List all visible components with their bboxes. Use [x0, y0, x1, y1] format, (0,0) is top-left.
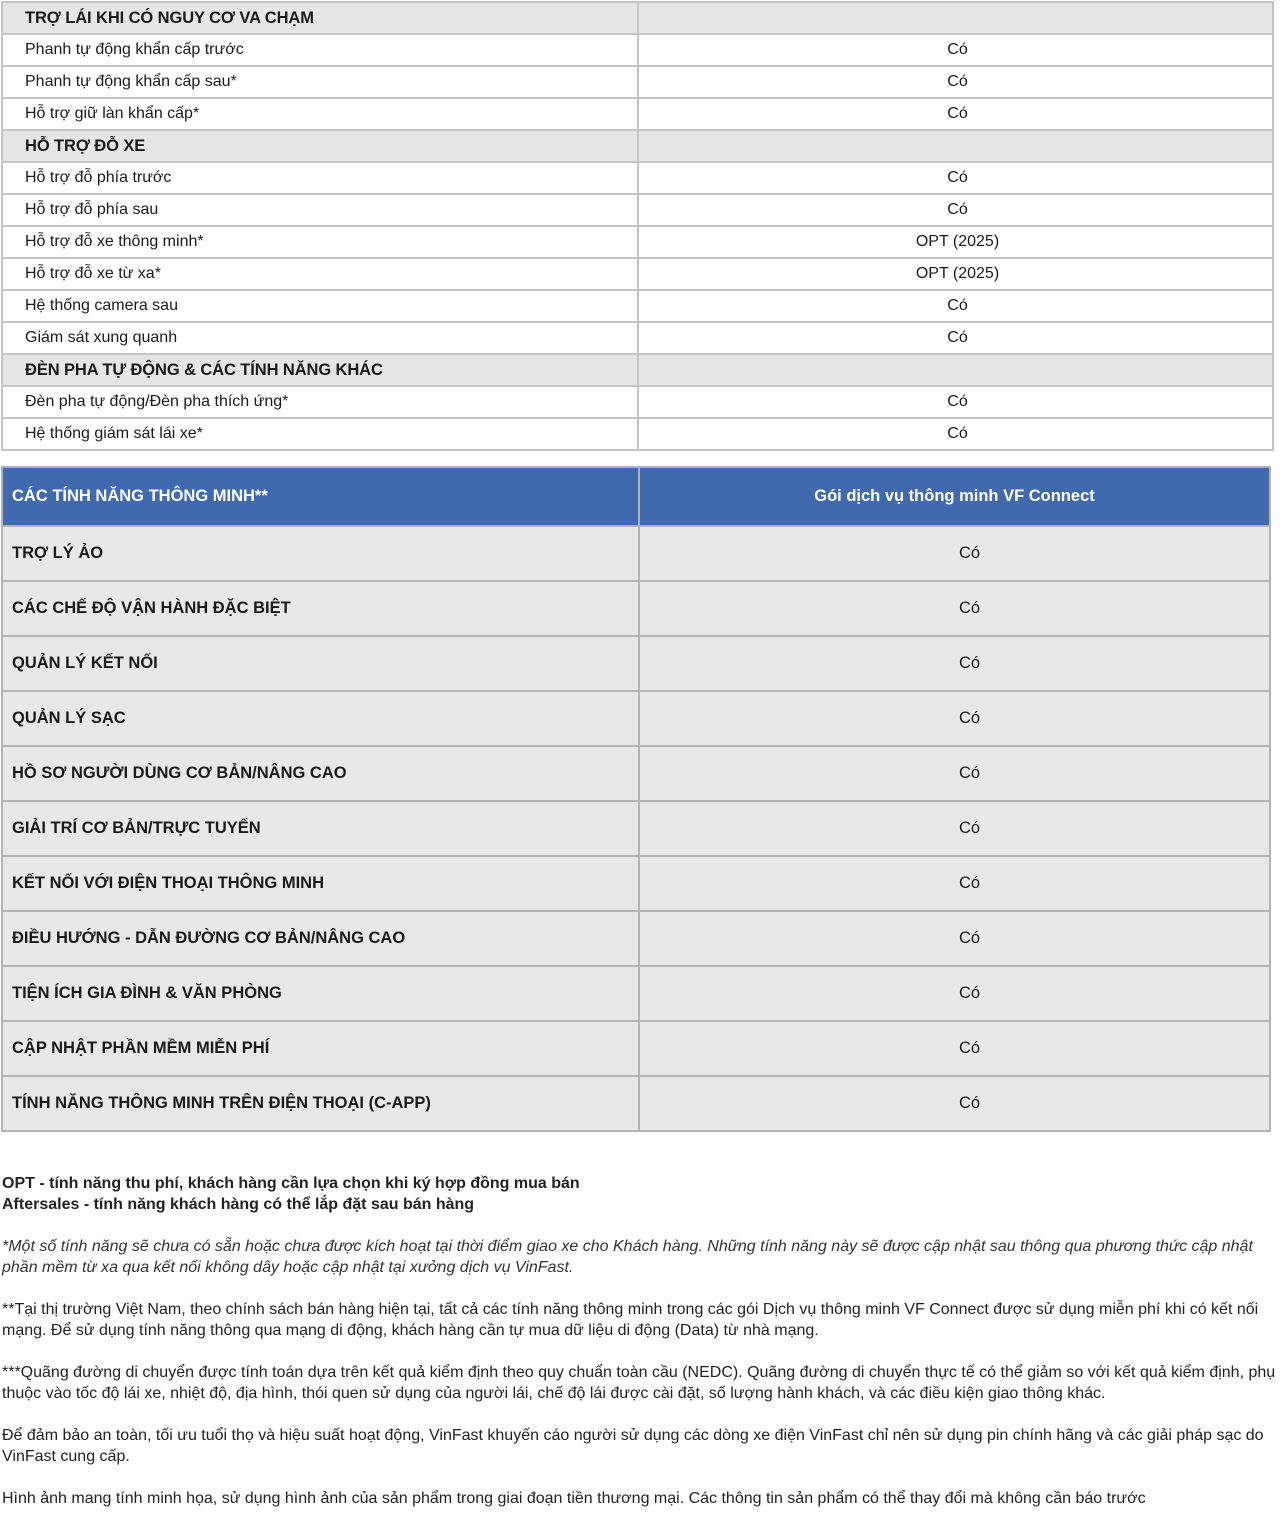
feature-label: Phanh tự động khẩn cấp sau*	[2, 66, 638, 98]
feature-value: Có	[639, 856, 1270, 911]
footnotes	[2, 1173, 1278, 1509]
table-row	[2, 258, 1273, 290]
feature-value: Có	[639, 746, 1270, 801]
table-row	[2, 66, 1273, 98]
feature-label: TRỢ LÝ ẢO	[2, 526, 639, 581]
footnote-activation: *Một số tính năng sẽ chưa có sẵn hoặc chưa được kích hoạt tại thời điểm giao xe cho Khách hàng. Những tính năng này sẽ được cập nhật sau thông qua phương thức cập nhật phần mềm từ xa qua kết nối không dây hoặc cập nhật tại xưởng dịch vụ VinFast.	[2, 1238, 1253, 1276]
feature-label: GIẢI TRÍ CƠ BẢN/TRỰC TUYẾN	[2, 801, 639, 856]
feature-label: Hỗ trợ đỗ phía trước	[2, 162, 638, 194]
feature-value: Có	[638, 322, 1273, 354]
header-value: Gói dịch vụ thông minh VF Connect	[639, 467, 1270, 526]
section-value	[638, 354, 1273, 386]
table-row	[2, 290, 1273, 322]
feature-label: KẾT NỐI VỚI ĐIỆN THOẠI THÔNG MINH	[2, 856, 639, 911]
feature-label: QUẢN LÝ KẾT NỐI	[2, 636, 639, 691]
feature-label: Hỗ trợ đỗ xe thông minh*	[2, 226, 638, 258]
table-row	[2, 34, 1273, 66]
feature-value: Có	[638, 418, 1273, 450]
feature-label: TÍNH NĂNG THÔNG MINH TRÊN ĐIỆN THOẠI (C-APP)	[2, 1076, 639, 1131]
table-row	[2, 636, 1270, 691]
feature-value: OPT (2025)	[638, 226, 1273, 258]
section-row	[2, 2, 1273, 34]
feature-label: Giám sát xung quanh	[2, 322, 638, 354]
feature-value: Có	[639, 966, 1270, 1021]
feature-value: Có	[639, 636, 1270, 691]
table-row	[2, 1076, 1270, 1131]
feature-label: Hỗ trợ đỗ phía sau	[2, 194, 638, 226]
feature-value: Có	[639, 691, 1270, 746]
feature-value: Có	[638, 66, 1273, 98]
table-row	[2, 801, 1270, 856]
table-row	[2, 226, 1273, 258]
footnote-battery: Để đảm bảo an toàn, tối ưu tuổi thọ và hiệu suất hoạt động, VinFast khuyến cáo người sử dụng các dòng xe điện VinFast chỉ nên sử dụng pin chính hãng và các giải pháp sạc do VinFast cung cấp.	[2, 1427, 1264, 1465]
footnote-illustration: Hình ảnh mang tính minh họa, sử dụng hình ảnh của sản phẩm trong giai đoạn tiền thương mại. Các thông tin sản phẩm có thể thay đổi mà không cần báo trước	[2, 1490, 1146, 1507]
feature-label: ĐIỀU HƯỚNG - DẪN ĐƯỜNG CƠ BẢN/NÂNG CAO	[2, 911, 639, 966]
safety-features-table	[1, 1, 1274, 451]
feature-value: Có	[638, 98, 1273, 130]
feature-value: Có	[639, 801, 1270, 856]
section-value	[638, 130, 1273, 162]
table-row	[2, 856, 1270, 911]
header-label: CÁC TÍNH NĂNG THÔNG MINH**	[2, 467, 639, 526]
feature-value: Có	[639, 1076, 1270, 1131]
aftersales-legend: Aftersales - tính năng khách hàng có thể lắp đặt sau bán hàng	[2, 1196, 475, 1213]
table-row	[2, 1021, 1270, 1076]
table-row	[2, 98, 1273, 130]
feature-value: Có	[639, 1021, 1270, 1076]
feature-label: CẬP NHẬT PHẦN MỀM MIỄN PHÍ	[2, 1021, 639, 1076]
feature-label: Hệ thống camera sau	[2, 290, 638, 322]
footnote-vf-connect: **Tại thị trường Việt Nam, theo chính sách bán hàng hiện tại, tất cả các tính năng thông minh trong các gói Dịch vụ thông minh VF Connect được sử dụng miễn phí khi có kết nối mạng. Để sử dụng tính năng thông qua mạng di động, khách hàng cần tự mua dữ liệu di động (Data) từ nhà mạng.	[2, 1301, 1259, 1339]
table-row	[2, 581, 1270, 636]
section-row	[2, 130, 1273, 162]
section-label: TRỢ LÁI KHI CÓ NGUY CƠ VA CHẠM	[2, 2, 638, 34]
section-label: HỖ TRỢ ĐỖ XE	[2, 130, 638, 162]
section-row	[2, 354, 1273, 386]
table-row	[2, 322, 1273, 354]
feature-label: Hỗ trợ đỗ xe từ xa*	[2, 258, 638, 290]
table-row	[2, 911, 1270, 966]
table-row	[2, 418, 1273, 450]
footnote-range: ***Quãng đường di chuyển được tính toán dựa trên kết quả kiểm định theo quy chuẩn toàn cầu (NEDC). Quãng đường di chuyển thực tế có thể giảm so với kết quả kiểm định, phụ thuộc vào tốc độ lái xe, nhiệt độ, địa hình, thói quen sử dụng của người lái, chế độ lái được cài đặt, số lượng hành khách, và các điều kiện giao thông khác.	[2, 1364, 1276, 1402]
table-row	[2, 691, 1270, 746]
feature-value: Có	[638, 290, 1273, 322]
section-value	[638, 2, 1273, 34]
table-row	[2, 162, 1273, 194]
feature-value: Có	[638, 194, 1273, 226]
feature-value: Có	[639, 911, 1270, 966]
table-row	[2, 966, 1270, 1021]
feature-value: OPT (2025)	[638, 258, 1273, 290]
feature-value: Có	[639, 581, 1270, 636]
feature-label: CÁC CHẾ ĐỘ VẬN HÀNH ĐẶC BIỆT	[2, 581, 639, 636]
table-header-row	[2, 467, 1270, 526]
opt-legend: OPT - tính năng thu phí, khách hàng cần lựa chọn khi ký hợp đồng mua bán	[2, 1175, 580, 1192]
section-label: ĐÈN PHA TỰ ĐỘNG & CÁC TÍNH NĂNG KHÁC	[2, 354, 638, 386]
table-row	[2, 194, 1273, 226]
table-row	[2, 746, 1270, 801]
feature-label: Phanh tự động khẩn cấp trước	[2, 34, 638, 66]
feature-label: Đèn pha tự động/Đèn pha thích ứng*	[2, 386, 638, 418]
table-row	[2, 386, 1273, 418]
feature-value: Có	[638, 162, 1273, 194]
feature-label: HỒ SƠ NGƯỜI DÙNG CƠ BẢN/NÂNG CAO	[2, 746, 639, 801]
feature-label: Hỗ trợ giữ làn khẩn cấp*	[2, 98, 638, 130]
feature-value: Có	[639, 526, 1270, 581]
smart-features-table	[1, 466, 1271, 1132]
feature-value: Có	[638, 386, 1273, 418]
feature-label: TIỆN ÍCH GIA ĐÌNH & VĂN PHÒNG	[2, 966, 639, 1021]
feature-label: Hệ thống giám sát lái xe*	[2, 418, 638, 450]
feature-label: QUẢN LÝ SẠC	[2, 691, 639, 746]
feature-value: Có	[638, 34, 1273, 66]
table-row	[2, 526, 1270, 581]
